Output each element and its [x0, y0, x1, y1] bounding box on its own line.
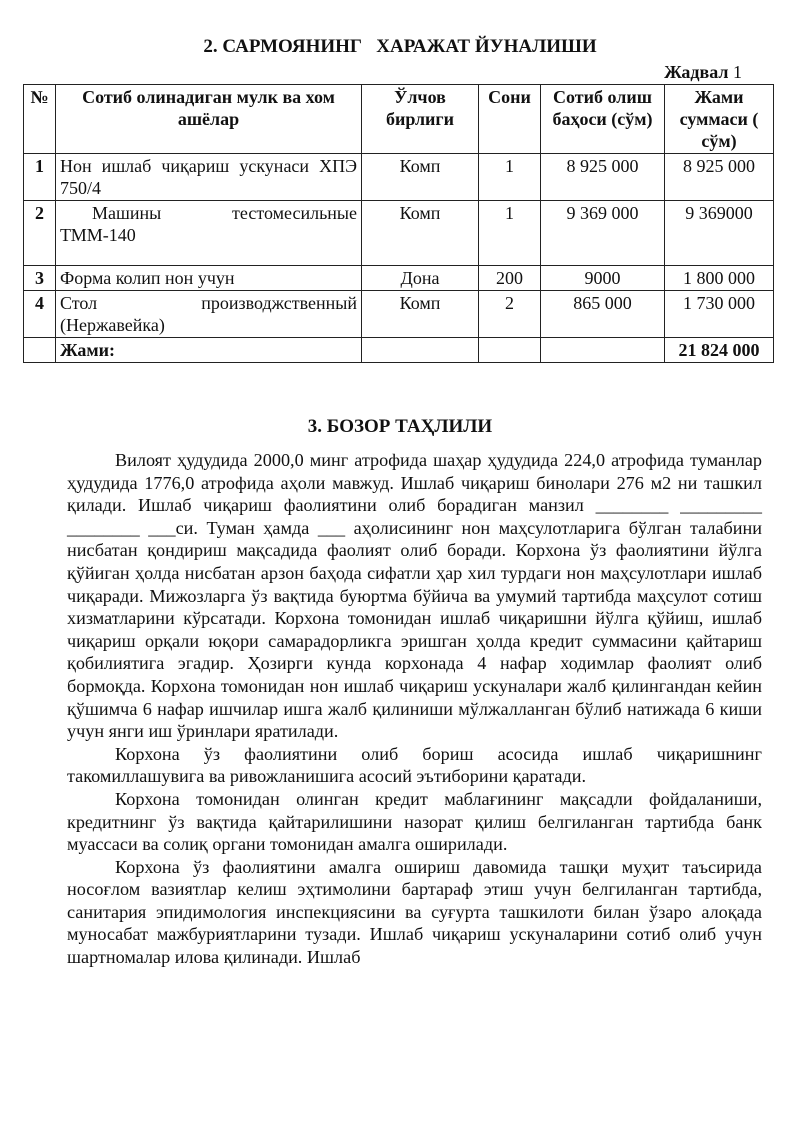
- header-unit-price: Сотиб олиш баҳоси (сўм): [541, 85, 665, 154]
- row-quantity: 2: [479, 291, 541, 338]
- paragraph: Вилоят ҳудудида 2000,0 минг атрофида шаҳар ҳудудида 224,0 атрофида туманлар ҳудудида 1776,0 атрофида аҳоли мавжуд. Ишлаб чиқариш бинолари 276 м2 ни ташкил қилади. Ишлаб чиқариш фаолиятини олиб борадиган манзил ________ _________ ________ ___си. Туман ҳамда ___ аҳолисининг нон маҳсулотларига бўлган талабини нисбатан қондириш мақсадида фаолият олиб боради. Корхона ўз фаолиятини йўлга қўйиган ҳолда нисбатан арзон баҳода сифатли ҳар хил турдаги нон маҳсулотлари ишлаб чиқаради. Мижозларга ўз вақтида буюртма бўйича ва умумий тартибда маҳсулот сотиш хизматларини кўрсатади. Корхона томонидан ишлаб чиқаришни йўлга қўйиш, ишлаб чиқариш орқали юқори самарадорликга эришган ҳолда кредит суммасини қайтариш қобилиятига эгадир. Ҳозирги кунда корхонада 4 нафар ходимлар фаолият олиб бормоқда. Корхона томонидан нон ишлаб чиқариш ускуналари жалб қилингандан кейин қўшимча 6 нафар ишчилар ишга жалб қилиниши мўлжалланган бўлиб натижада 6 киши учун янги иш ўринлари яратилади.: [67, 450, 762, 742]
- row-total: 9 369000: [665, 201, 774, 266]
- row-unit: Комп: [362, 154, 479, 201]
- row-number: 1: [24, 154, 56, 201]
- header-number: №: [24, 85, 56, 154]
- row-number: 2: [24, 201, 56, 266]
- total-empty-cell: [541, 338, 665, 363]
- total-empty-cell: [24, 338, 56, 363]
- header-item: Сотиб олинадиган мулк ва хом ашёлар: [56, 85, 362, 154]
- header-total-amount: Жами суммаси ( сўм): [665, 85, 774, 154]
- row-unit-price: 865 000: [541, 291, 665, 338]
- paragraph: Корхона ўз фаолиятини олиб бориш асосида ишлаб чиқаришнинг такомиллашувига ва ривожланишига асосий эътиборини қаратади.: [67, 743, 762, 787]
- row-unit-price: 8 925 000: [541, 154, 665, 201]
- table-row: [24, 201, 774, 266]
- investment-table: [23, 84, 774, 363]
- table-row: [24, 154, 774, 201]
- row-total: 1 800 000: [665, 266, 774, 291]
- total-value: 21 824 000: [665, 338, 774, 363]
- row-number: 3: [24, 266, 56, 291]
- row-quantity: 1: [479, 154, 541, 201]
- row-quantity: 1: [479, 201, 541, 266]
- table-row: [24, 266, 774, 291]
- total-label: Жами:: [56, 338, 362, 363]
- row-unit: Комп: [362, 291, 479, 338]
- total-empty-cell: [362, 338, 479, 363]
- row-total: 8 925 000: [665, 154, 774, 201]
- paragraph: Корхона ўз фаолиятини амалга ошириш давомида ташқи муҳит таъсирида носоғлом вазиятлар келиш эҳтимолини бартараф этиш учун белгиланган тартибда, санитария эпидимология инспекциясини ва суғурта ташкилоти билан ўзаро алоқада муносабат мажбуриятларини тузади. Ишлаб чиқариш ускуналарини сотиб олиб учун шартномалар илова қилинади. Ишлаб: [67, 856, 762, 968]
- section-3-title: 3. БОЗОР ТАҲЛИЛИ: [307, 416, 493, 437]
- total-empty-cell: [479, 338, 541, 363]
- table-header-row: [24, 85, 774, 154]
- table-caption-number: 1: [733, 62, 742, 82]
- header-quantity: Сони: [479, 85, 541, 154]
- row-item-name: Нон ишлаб чиқариш ускунаси ХПЭ 750/4: [56, 154, 362, 201]
- header-unit: Ўлчов бирлиги: [362, 85, 479, 154]
- paragraph: Корхона томонидан олинган кредит маблағининг мақсадли фойдаланиши, кредитнинг ўз вақтида қайтарилишини назорат қилиш белгиланган тартибда банк муассаси ва солиқ органи томонидан амалга оширилади.: [67, 788, 762, 855]
- table-caption: [664, 62, 742, 83]
- table-caption-word: Жадвал: [664, 62, 729, 82]
- row-unit: Комп: [362, 201, 479, 266]
- table-row: [24, 291, 774, 338]
- row-total: 1 730 000: [665, 291, 774, 338]
- section-2-title: 2. САРМОЯНИНГ ХАРАЖАТ ЙУНАЛИШИ: [203, 36, 597, 57]
- row-item-name: Форма колип нон учун: [56, 266, 362, 291]
- market-analysis-text: [67, 449, 762, 969]
- table-total-row: [24, 338, 774, 363]
- row-unit-price: 9000: [541, 266, 665, 291]
- row-unit: Дона: [362, 266, 479, 291]
- row-unit-price: 9 369 000: [541, 201, 665, 266]
- row-item-name: Стол производжственный (Нержавейка): [56, 291, 362, 338]
- row-item-name: Машины тестомесильные ТММ-140: [56, 201, 362, 266]
- row-number: 4: [24, 291, 56, 338]
- row-quantity: 200: [479, 266, 541, 291]
